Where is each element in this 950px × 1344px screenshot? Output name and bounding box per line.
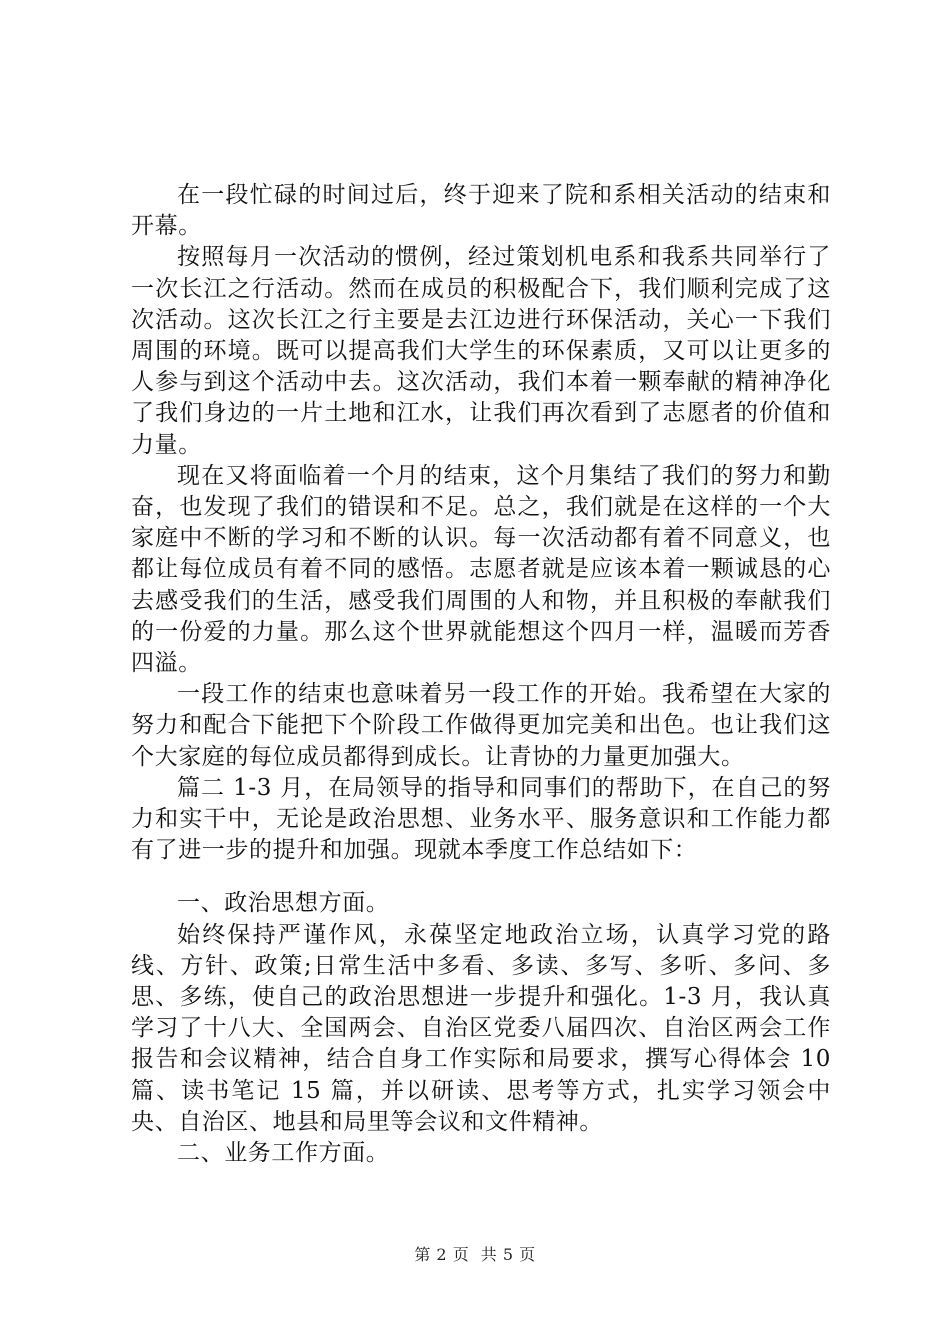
page-number: 第 2 页	[414, 1245, 470, 1264]
page-total: 共 5 页	[480, 1245, 536, 1264]
paragraph-activity-end: 在一段忙碌的时间过后，终于迎来了院和系相关活动的结束和开幕。	[131, 182, 831, 240]
paragraph-month-summary: 现在又将面临着一个月的结束，这个月集结了我们的努力和勤奋，也发现了我们的错误和不足。总之，我们就是在这样的一个大家庭中不断的学习和不断的认识。每一次活动都有着不同意义，也都让每位成员有着不同的感悟。志愿者就是应该本着一颗诚恳的心去感受我们的生活，感受我们周围的人和物，并且积极的奉献我们的一份爱的力量。那么这个世界就能想这个四月一样，温暖而芳香四溢。	[131, 462, 831, 677]
heading-business-work: 二、业务工作方面。	[177, 1140, 390, 1167]
paragraph-yangtze-trip: 按照每月一次活动的惯例，经过策划机电系和我系共同举行了一次长江之行活动。然而在成员的积极配合下，我们顺利完成了这次活动。这次长江之行主要是去江边进行环保活动，关心一下我们周围的环境。既可以提高我们大学生的环保素质，又可以让更多的人参与到这个活动中去。这次活动，我们本着一颗奉献的精神净化了我们身边的一片土地和江水，让我们再次看到了志愿者的价值和力量。	[131, 244, 831, 458]
paragraph-next-stage: 一段工作的结束也意味着另一段工作的开始。我希望在大家的努力和配合下能把下个阶段工作做得更加完美和出色。也让我们这个大家庭的每位成员都得到成长。让青协的力量更加强大。	[131, 681, 831, 770]
paragraph-political-thought: 始终保持严谨作风，永葆坚定地政治立场，认真学习党的路线、方针、政策;日常生活中多看、多读、多写、多听、多问、多思、多练，使自己的政治思想进一步提升和强化。1-3 月，我认真学习了十八大、全国两会、自治区党委八届四次、自治区两会工作报告和会议精神，结合自身工作实际和局要求，撰写心得体会 10 篇、读书笔记 15 篇，并以研读、思考等方式，扎实学习领会中央、自治区、地县和局里等会议和文件精神。	[131, 921, 831, 1135]
page-footer	[0, 1242, 950, 1265]
document-body	[131, 180, 831, 1169]
heading-political-thought: 一、政治思想方面。	[177, 890, 390, 917]
paragraph-part-two-intro: 篇二 1-3 月，在局领导的指导和同事们的帮助下，在自己的努力和实干中，无论是政治思想、业务水平、服务意识和工作能力都有了进一步的提升和加强。现就本季度工作总结如下：	[131, 774, 831, 864]
